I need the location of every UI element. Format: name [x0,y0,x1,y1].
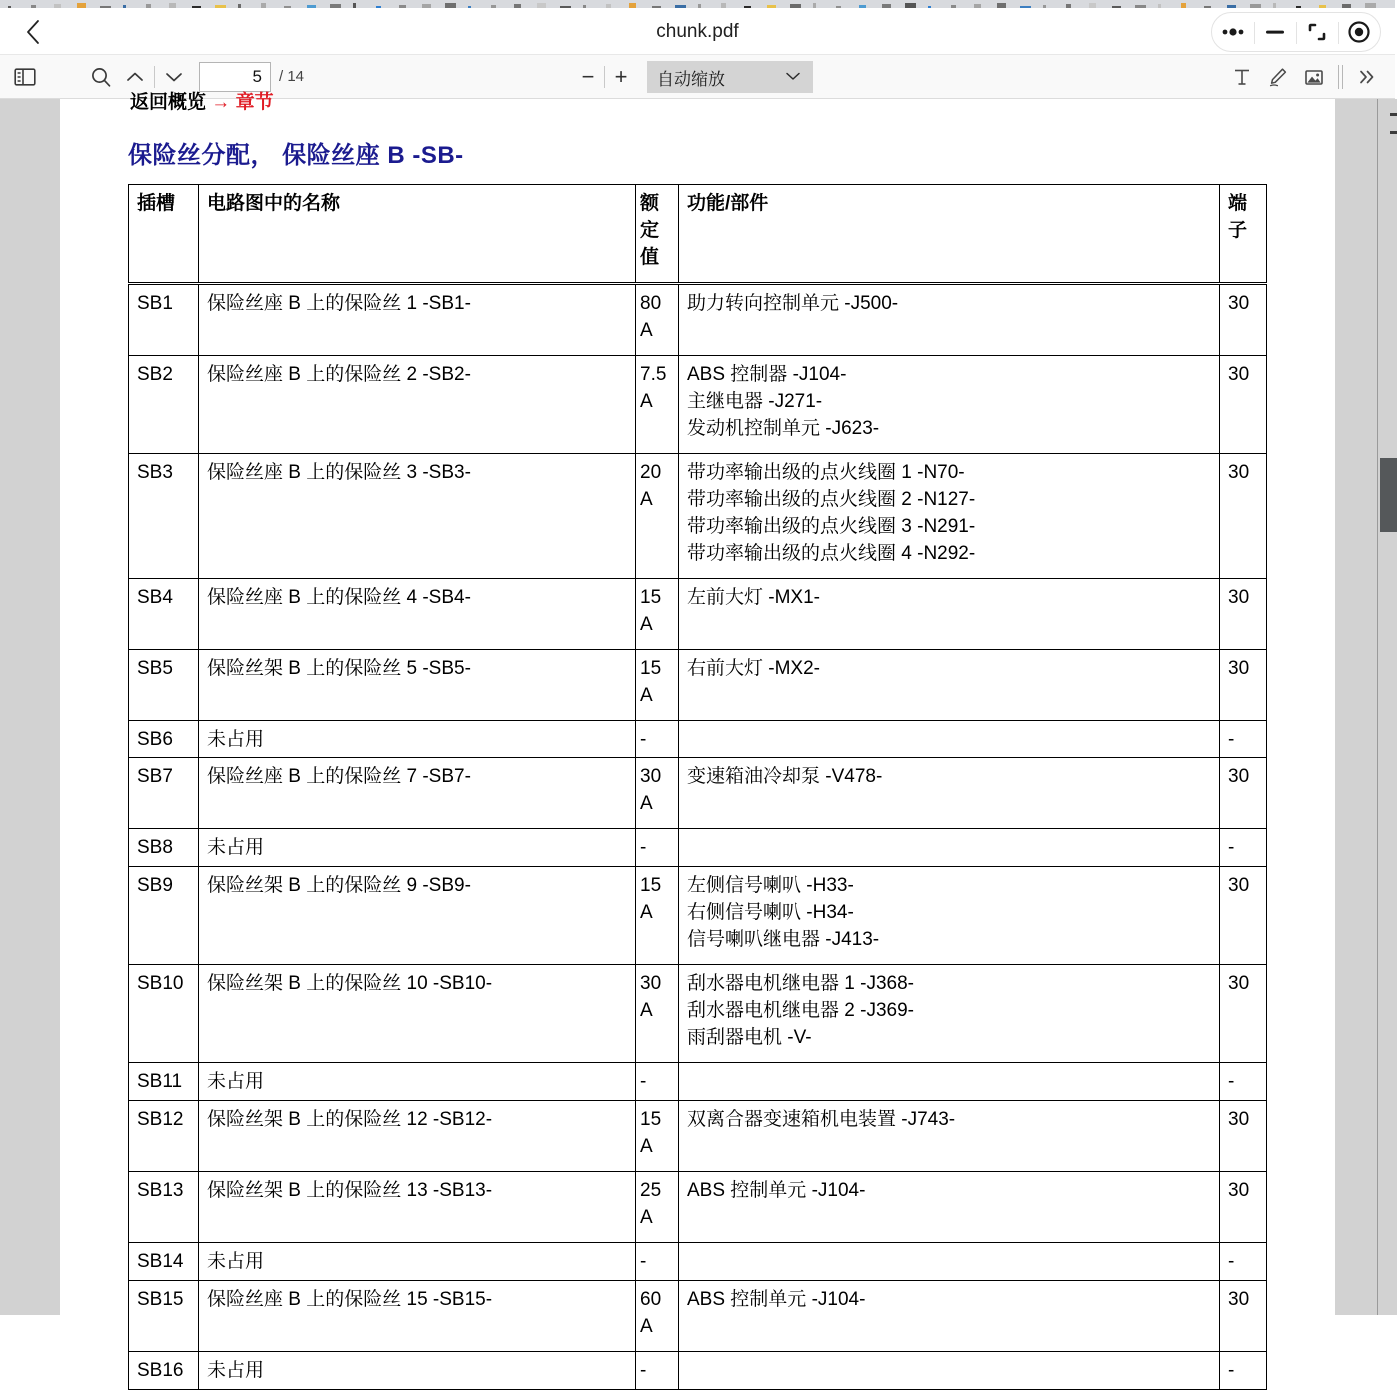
cell-terminal: 30 [1220,453,1267,578]
cell-rating: 7.5 A [636,355,679,453]
function-line: 左前大灯 -MX1- [687,586,821,608]
cell-slot: SB7 [129,758,199,829]
cell-terminal: - [1220,1243,1267,1281]
pdf-page [60,92,1335,1399]
cell-rating: 30 A [636,758,679,829]
cell-circuit-name: 保险丝架 B 上的保险丝 10 -SB10- [199,965,636,1063]
cell-function [679,829,1220,867]
cell-rating: 25 A [636,1172,679,1243]
cell-rating: - [636,1243,679,1281]
cell-slot: SB8 [129,829,199,867]
cell-slot: SB16 [129,1351,199,1389]
page-title: 保险丝分配， 保险丝座 B -SB- [128,142,464,169]
cell-function [679,355,1220,453]
table-row [129,453,1267,578]
table-row [129,355,1267,453]
table-row [129,578,1267,649]
zoom-level-value: 自动缩放 [657,69,725,89]
cell-function [679,1351,1220,1389]
record-circle-icon[interactable] [1338,13,1380,51]
cell-function [679,649,1220,720]
cell-function [679,1243,1220,1281]
annotation-tools-group [1224,61,1385,93]
cell-circuit-name: 保险丝架 B 上的保险丝 5 -SB5- [199,649,636,720]
vertical-scrollbar[interactable] [1377,99,1397,1315]
scrollbar-marks [1389,99,1397,1315]
chevron-down-icon [785,68,801,86]
table-row [129,283,1267,355]
cell-circuit-name: 未占用 [199,720,636,758]
search-icon[interactable] [84,62,118,92]
cell-function [679,720,1220,758]
cell-circuit-name: 保险丝座 B 上的保险丝 4 -SB4- [199,578,636,649]
table-row [129,1243,1267,1281]
cell-terminal: 30 [1220,758,1267,829]
function-line: 右前大灯 -MX2- [687,657,821,679]
sidebar-panel-icon[interactable] [8,62,42,92]
cell-function [679,1101,1220,1172]
function-line: 雨刮器电机 -V- [687,1027,812,1049]
breadcrumb-arrow: → [211,92,231,113]
cell-rating: 20 A [636,453,679,578]
table-row [129,720,1267,758]
table-header-row [129,185,1267,284]
function-line: 信号喇叭继电器 -J413- [687,929,880,951]
function-line: ABS 控制单元 -J104- [687,1180,866,1202]
cell-circuit-name: 未占用 [199,1243,636,1281]
function-line: 右侧信号喇叭 -H34- [687,902,854,924]
zoom-divider [604,66,605,88]
function-line: 发动机控制单元 -J623- [687,417,880,439]
cell-slot: SB9 [129,867,199,965]
column-header-name: 电路图中的名称 [199,185,636,284]
table-row [129,1101,1267,1172]
table-row [129,965,1267,1063]
cell-circuit-name: 保险丝座 B 上的保险丝 1 -SB1- [199,283,636,355]
minimize-icon[interactable] [1254,13,1296,51]
cell-terminal: 30 [1220,867,1267,965]
function-line: 带功率输出级的点火线圈 3 -N291- [687,515,976,537]
cell-circuit-name: 未占用 [199,1351,636,1389]
add-image-icon[interactable] [1296,61,1332,93]
zoom-controls-group [574,61,813,93]
cell-terminal: - [1220,1351,1267,1389]
cell-terminal: - [1220,829,1267,867]
fuse-allocation-table [128,184,1267,1390]
function-line: 带功率输出级的点火线圈 4 -N292- [687,542,976,564]
cell-slot: SB12 [129,1101,199,1172]
cell-circuit-name: 保险丝架 B 上的保险丝 9 -SB9- [199,867,636,965]
cell-circuit-name: 保险丝座 B 上的保险丝 3 -SB3- [199,453,636,578]
cell-circuit-name: 未占用 [199,829,636,867]
cell-function [679,453,1220,578]
function-line: 左侧信号喇叭 -H33- [687,875,854,897]
cell-rating: 60 A [636,1281,679,1352]
pencil-draw-icon[interactable] [1260,61,1296,93]
function-line: 主继电器 -J271- [687,390,823,412]
cell-function [679,758,1220,829]
cell-function [679,867,1220,965]
cell-terminal: 30 [1220,355,1267,453]
zoom-out-button[interactable]: − [581,64,595,89]
table-row [129,758,1267,829]
column-header-terminal: 端子 [1220,185,1267,284]
cell-slot: SB13 [129,1172,199,1243]
toolbar-divider [154,66,155,88]
table-row [129,1281,1267,1352]
breadcrumb-chapter: 章节 [235,92,274,113]
table-row [129,649,1267,720]
function-line: 刮水器电机继电器 2 -J369- [687,1000,914,1022]
table-row [129,829,1267,867]
function-line: 双离合器变速箱机电装置 -J743- [687,1109,956,1131]
cell-circuit-name: 保险丝架 B 上的保险丝 12 -SB12- [199,1101,636,1172]
cell-slot: SB5 [129,649,199,720]
cell-rating: 15 A [636,578,679,649]
cell-slot: SB15 [129,1281,199,1352]
breadcrumb-overview: 返回概览 [130,92,207,113]
cell-slot: SB6 [129,720,199,758]
function-line: 带功率输出级的点火线圈 1 -N70- [687,461,965,483]
cell-terminal: - [1220,1063,1267,1101]
cell-rating: - [636,720,679,758]
table-row [129,867,1267,965]
cell-terminal: 30 [1220,1101,1267,1172]
function-line: 助力转向控制单元 -J500- [687,292,899,314]
function-line: 带功率输出级的点火线圈 2 -N127- [687,488,976,510]
function-line: 刮水器电机继电器 1 -J368- [687,973,914,995]
cell-slot: SB14 [129,1243,199,1281]
column-header-slot: 插槽 [129,185,199,284]
cell-terminal: 30 [1220,1281,1267,1352]
function-line: ABS 控制器 -J104- [687,363,847,385]
cell-rating: - [636,829,679,867]
cell-terminal: 30 [1220,965,1267,1063]
browser-tabstrip-sliver [0,0,1395,8]
cell-terminal: 30 [1220,1172,1267,1243]
zoom-in-button[interactable]: + [614,64,628,89]
cell-slot: SB4 [129,578,199,649]
page-count-label: / 14 [279,68,305,85]
cell-function [679,965,1220,1063]
cell-rating: 80 A [636,283,679,355]
back-chevron-icon[interactable] [12,12,54,52]
table-row [129,1063,1267,1101]
text-tool-icon[interactable] [1224,61,1260,93]
double-chevron-right-icon[interactable] [1349,61,1385,93]
table-body [129,283,1267,1389]
table-row [129,1172,1267,1243]
column-header-function: 功能/部件 [679,185,1220,284]
window-titlebar [0,8,1395,55]
cell-circuit-name: 保险丝座 B 上的保险丝 2 -SB2- [199,355,636,453]
cell-terminal: 30 [1220,649,1267,720]
table-row [129,1351,1267,1389]
cell-slot: SB1 [129,283,199,355]
cell-terminal: 30 [1220,578,1267,649]
cell-rating: - [636,1351,679,1389]
ellipsis-icon[interactable] [1212,13,1254,51]
cell-slot: SB11 [129,1063,199,1101]
cell-terminal: - [1220,720,1267,758]
cell-function [679,1063,1220,1101]
cell-rating: 15 A [636,867,679,965]
function-line: ABS 控制单元 -J104- [687,1289,866,1310]
cell-rating: - [636,1063,679,1101]
function-line: 变速箱油冷却泵 -V478- [687,766,883,788]
cell-rating: 30 A [636,965,679,1063]
cell-terminal: 30 [1220,283,1267,355]
table-header [129,185,1267,284]
cell-circuit-name: 未占用 [199,1063,636,1101]
restore-window-icon[interactable] [1296,13,1338,51]
cell-circuit-name: 保险丝架 B 上的保险丝 13 -SB13- [199,1172,636,1243]
cell-circuit-name: 保险丝座 B 上的保险丝 7 -SB7- [199,758,636,829]
document-title: chunk.pdf [656,20,739,42]
cell-function [679,578,1220,649]
cell-slot: SB3 [129,453,199,578]
cell-function [679,1172,1220,1243]
cell-rating: 15 A [636,649,679,720]
toolbar-divider [1338,65,1343,89]
breadcrumb [130,87,274,113]
cell-circuit-name: 保险丝座 B 上的保险丝 15 -SB15- [199,1281,636,1352]
cell-rating: 15 A [636,1101,679,1172]
zoom-level-select[interactable] [647,61,813,93]
window-controls-group [1211,12,1381,52]
cell-slot: SB10 [129,965,199,1063]
cell-slot: SB2 [129,355,199,453]
column-header-rating: 额定值 [636,185,679,284]
pdf-viewer-canvas[interactable] [0,92,1395,1381]
cell-function [679,1281,1220,1352]
cell-function [679,283,1220,355]
